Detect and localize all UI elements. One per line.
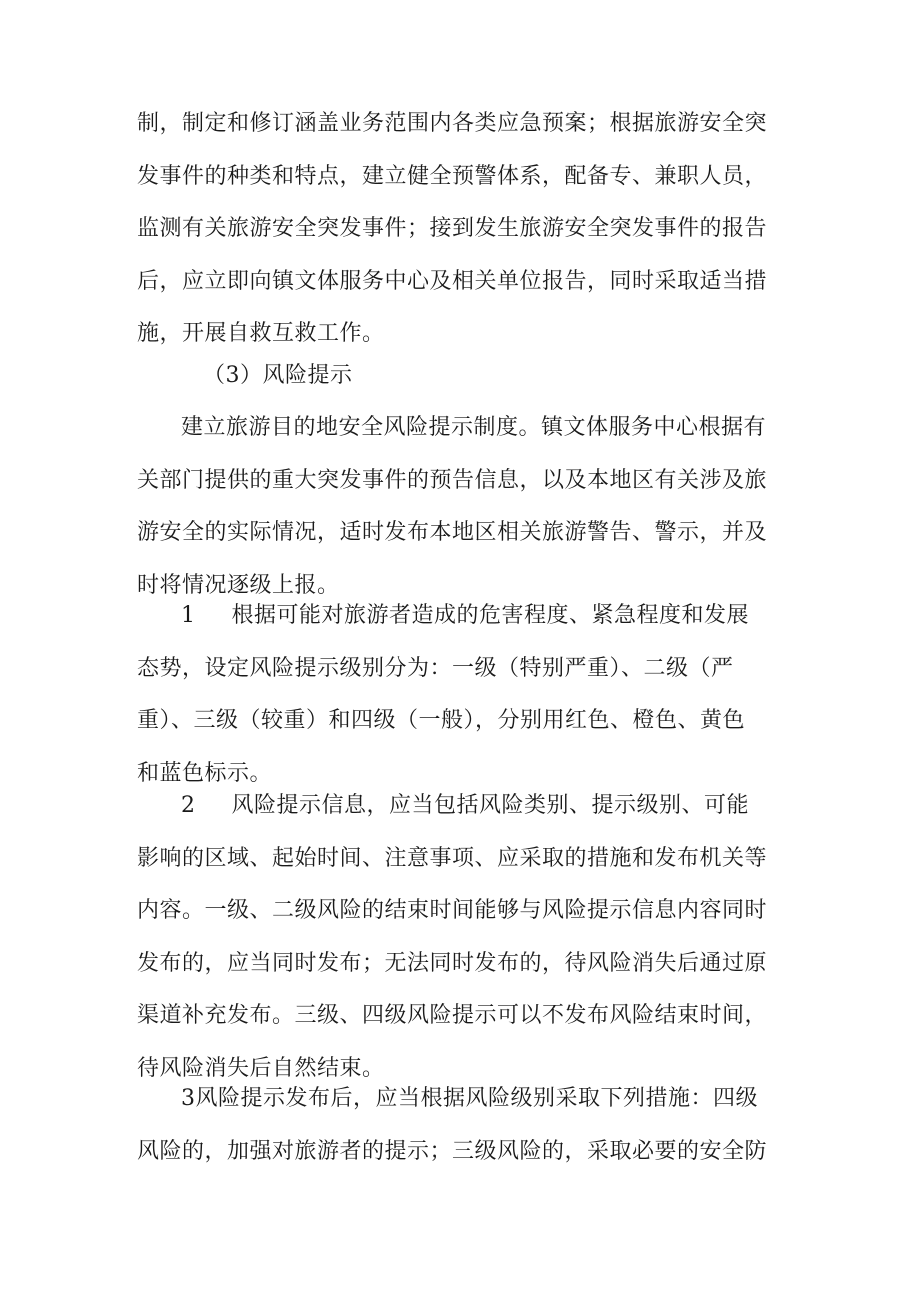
text-line: 游安全的实际情况，适时发布本地区相关旅游警告、警示，并及 [137, 520, 768, 545]
paragraph-risk-system [137, 402, 799, 612]
text-line: 根据可能对旅游者造成的危害程度、紧急程度和发展 [231, 603, 750, 628]
text-line: 建立旅游目的地安全风险提示制度。镇文体服务中心根据有 [181, 415, 767, 440]
text-line: 后，应立即向镇文体服务中心及相关单位报告，同时采取适当措 [137, 268, 768, 294]
text-line: 制，制定和修订涵盖业务范围内各类应急预案；根据旅游安全突 [137, 111, 768, 136]
text-line: 时将情况逐级上报。 [137, 572, 340, 598]
text-line: 风险提示信息，应当包括风险类别、提示级别、可能 [231, 793, 750, 818]
text-line: 关部门提供的重大突发事件的预告信息，以及本地区有关涉及旅 [137, 467, 768, 493]
text-line: 施，开展自救互救工作。 [137, 321, 385, 346]
text-line: 发事件的种类和特点，建立健全预警体系，配备专、兼职人员， [137, 163, 768, 189]
text-line: 待风险消失后自然结束。 [137, 1055, 385, 1081]
text-line: 重）、三级（较重）和四级（一般），分别用红色、橙色、黄色 [137, 708, 746, 733]
text-line: 3风险提示发布后，应当根据风险级别采取下列措施：四级 [181, 1086, 758, 1111]
text-line: 监测有关旅游安全突发事件；接到发生旅游安全突发事件的报告 [137, 216, 768, 241]
text-line: 渠道补充发布。三级、四级风险提示可以不发布风险结束时间， [137, 1003, 768, 1028]
paragraph-continuation [137, 98, 799, 361]
text-line: 和蓝色标示。 [137, 760, 273, 786]
item-number: 2 [181, 793, 196, 818]
list-item-1 [137, 590, 799, 800]
text-line: 影响的区域、起始时间、注意事项、应采取的措施和发布机关等 [137, 845, 768, 871]
section-heading [137, 350, 799, 403]
list-item-2 [137, 780, 799, 1095]
item-number: 1 [181, 603, 196, 628]
text-line: 态势，设定风险提示级别分为：一级（特别严重）、二级（严 [137, 655, 734, 681]
text-line: 风险的，加强对旅游者的提示；三级风险的，采取必要的安全防 [137, 1138, 768, 1164]
text-line: 发布的，应当同时发布；无法同时发布的，待风险消失后通过原 [137, 950, 768, 976]
heading-text: （3）风险提示 [203, 363, 353, 388]
list-item-3 [137, 1073, 799, 1178]
text-line: 内容。一级、二级风险的结束时间能够与风险提示信息内容同时 [137, 898, 768, 923]
